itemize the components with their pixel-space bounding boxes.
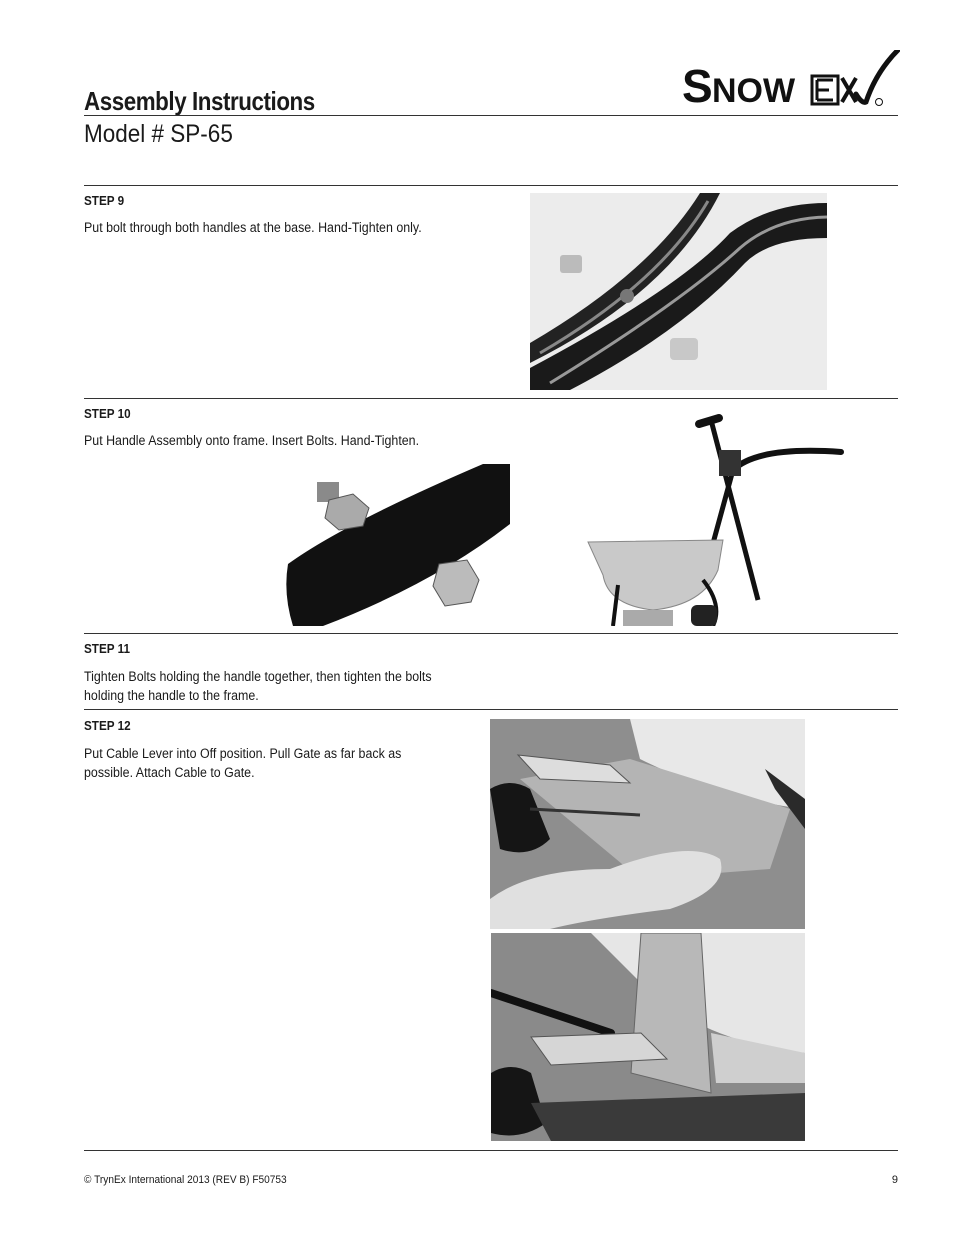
step-9-label: STEP 9 [84, 193, 125, 208]
footer-rule [84, 1150, 898, 1151]
divider [84, 185, 898, 186]
step-12-text: Put Cable Lever into Off position. Pull Gate as far back as possible. Attach Cable to Gate. [84, 746, 402, 780]
step-11-label: STEP 11 [84, 641, 130, 656]
step-11-text: Tighten Bolts holding the handle together, then tighten the bolts holding the handle to the frame. [84, 669, 432, 703]
step-9-text: Put bolt through both handles at the base. Hand-Tighten only. [84, 220, 422, 235]
model-number: Model # SP-65 [84, 120, 233, 148]
svg-text:S: S [682, 60, 713, 110]
step-10-label: STEP 10 [84, 406, 131, 421]
divider [84, 709, 898, 710]
step-10-bolt-photo [283, 464, 510, 626]
step-12-photo-top [490, 719, 805, 929]
step-10-text: Put Handle Assembly onto frame. Insert Bolts. Hand-Tighten. [84, 433, 420, 448]
divider [84, 633, 898, 634]
step-9-photo [530, 193, 827, 390]
snowex-logo [680, 50, 900, 110]
svg-text:NOW: NOW [712, 72, 796, 110]
page-number: 9 [891, 1174, 898, 1186]
step-10-spreader-photo [583, 410, 845, 626]
step-12-photo-bottom [491, 933, 805, 1141]
header-rule [84, 115, 898, 116]
divider [84, 398, 898, 399]
step-12-label: STEP 12 [84, 718, 131, 733]
copyright: © TrynEx International 2013 (REV B) F50753 [84, 1174, 287, 1186]
page-title: Assembly Instructions [84, 86, 315, 116]
